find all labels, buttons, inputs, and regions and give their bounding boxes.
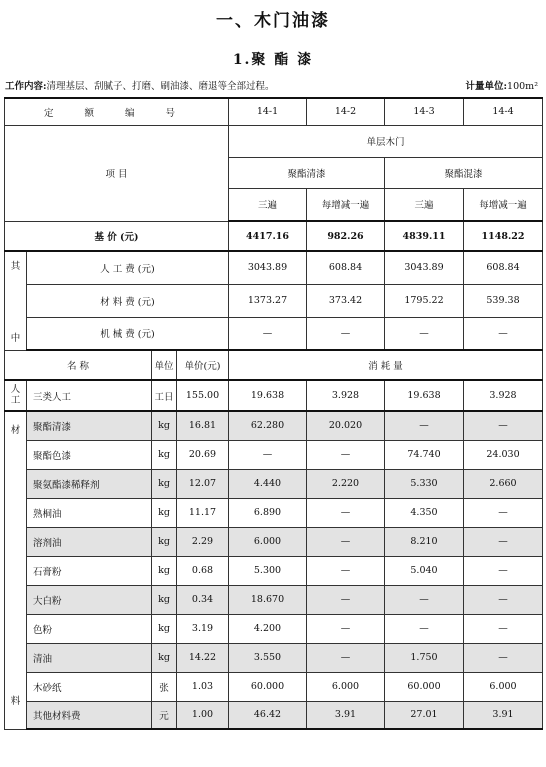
material-price: 20.69 (177, 440, 229, 469)
material-value: — (307, 440, 385, 469)
code-cell: 14-2 (307, 98, 385, 125)
material-row (5, 701, 543, 729)
cost-value: 539.38 (464, 284, 543, 317)
cost-row (5, 251, 543, 284)
cost-row (5, 284, 543, 317)
material-value: 46.42 (229, 701, 307, 729)
material-price: 16.81 (177, 411, 229, 440)
cost-side-label (5, 251, 27, 350)
material-value: — (464, 585, 543, 614)
material-value: 6.890 (229, 498, 307, 527)
unit-header: 单位 (152, 350, 177, 380)
cost-value: — (385, 317, 464, 350)
material-unit: 张 (152, 672, 177, 701)
cost-value: 1373.27 (229, 284, 307, 317)
material-value: 2.220 (307, 469, 385, 498)
material-row (5, 469, 543, 498)
material-value: — (385, 585, 464, 614)
measure-unit (466, 78, 538, 92)
material-name: 溶剂油 (27, 527, 152, 556)
cost-row (5, 317, 543, 350)
material-name: 大白粉 (27, 585, 152, 614)
material-row (5, 440, 543, 469)
material-value: — (464, 498, 543, 527)
material-unit: kg (152, 585, 177, 614)
labor-price: 155.00 (177, 380, 229, 411)
material-value: — (307, 614, 385, 643)
labor-value: 3.928 (464, 380, 543, 411)
material-value: 2.660 (464, 469, 543, 498)
cost-value: 1795.22 (385, 284, 464, 317)
cost-value: — (229, 317, 307, 350)
material-name: 木砂纸 (27, 672, 152, 701)
cost-label: 人 工 费 (元) (27, 251, 229, 284)
cost-value: — (307, 317, 385, 350)
material-value: 27.01 (385, 701, 464, 729)
labor-value: 3.928 (307, 380, 385, 411)
material-value: 74.740 (385, 440, 464, 469)
material-name: 清油 (27, 643, 152, 672)
material-value: — (307, 527, 385, 556)
material-unit: kg (152, 469, 177, 498)
material-row (5, 556, 543, 585)
name-header: 名 称 (5, 350, 152, 380)
code-cell: 14-3 (385, 98, 464, 125)
labor-side-label (5, 380, 27, 411)
price-header: 单价(元) (177, 350, 229, 380)
material-value: 1.750 (385, 643, 464, 672)
labor-unit: 工日 (152, 380, 177, 411)
measure-unit-value: 100m² (507, 81, 538, 92)
material-unit: kg (152, 411, 177, 440)
cost-label: 材 料 费 (元) (27, 284, 229, 317)
work-content-text: 清理基层、刮腻子、打磨、刷油漆、磨退等全部过程。 (46, 81, 275, 92)
material-value: — (385, 411, 464, 440)
base-price-value: 4417.16 (229, 221, 307, 251)
cost-value: 373.42 (307, 284, 385, 317)
material-value: — (307, 498, 385, 527)
material-name: 色粉 (27, 614, 152, 643)
material-value: 5.300 (229, 556, 307, 585)
group-top: 单层木门 (229, 125, 543, 157)
material-value: 3.91 (307, 701, 385, 729)
cost-value: 3043.89 (229, 251, 307, 284)
material-name: 石膏粉 (27, 556, 152, 585)
material-price: 3.19 (177, 614, 229, 643)
material-value: 62.280 (229, 411, 307, 440)
material-value: 3.91 (464, 701, 543, 729)
material-value: — (307, 585, 385, 614)
material-price: 12.07 (177, 469, 229, 498)
material-price: 2.29 (177, 527, 229, 556)
material-price: 1.00 (177, 701, 229, 729)
material-name: 聚酯清漆 (27, 411, 152, 440)
material-value: 8.210 (385, 527, 464, 556)
material-value: — (229, 440, 307, 469)
base-price-value: 1148.22 (464, 221, 543, 251)
material-side-bottom: 料 (10, 695, 21, 707)
material-row (5, 585, 543, 614)
labor-value: 19.638 (385, 380, 464, 411)
material-price: 11.17 (177, 498, 229, 527)
measure-unit-label: 计量单位: (465, 81, 508, 92)
material-price: 0.34 (177, 585, 229, 614)
material-value: — (464, 411, 543, 440)
material-price: 0.68 (177, 556, 229, 585)
sub-header: 三遍 (229, 188, 307, 221)
material-value: 60.000 (229, 672, 307, 701)
labor-row (5, 380, 543, 411)
group-b: 聚酯混漆 (385, 157, 543, 188)
material-value: 20.020 (307, 411, 385, 440)
material-row (5, 498, 543, 527)
material-unit: kg (152, 440, 177, 469)
sub-header: 三遍 (385, 188, 464, 221)
section-title: 1.聚 酯 漆 (232, 52, 314, 68)
material-value: — (464, 556, 543, 585)
quota-no-label: 定 额 编 号 (5, 98, 229, 125)
cost-value: 608.84 (464, 251, 543, 284)
material-value: 5.330 (385, 469, 464, 498)
material-value: 6.000 (464, 672, 543, 701)
consume-header: 消 耗 量 (229, 350, 543, 380)
cost-side-top: 其 (10, 261, 21, 272)
labor-side-char: 人工 (10, 383, 21, 406)
material-row (5, 411, 543, 440)
material-value: 60.000 (385, 672, 464, 701)
material-value: — (464, 614, 543, 643)
material-unit: kg (152, 556, 177, 585)
cost-label: 机 械 费 (元) (27, 317, 229, 350)
material-name: 其他材料费 (27, 701, 152, 729)
code-cell: 14-4 (464, 98, 543, 125)
material-row (5, 643, 543, 672)
base-price-label: 基 价 (元) (5, 221, 229, 251)
work-content (5, 78, 275, 92)
material-unit: kg (152, 643, 177, 672)
cost-value: 3043.89 (385, 251, 464, 284)
group-a: 聚酯清漆 (229, 157, 385, 188)
material-value: 5.040 (385, 556, 464, 585)
material-price: 14.22 (177, 643, 229, 672)
code-cell: 14-1 (229, 98, 307, 125)
material-name: 聚酯色漆 (27, 440, 152, 469)
item-label: 项 目 (5, 125, 229, 221)
material-name: 聚氨酯漆稀释剂 (27, 469, 152, 498)
labor-name: 三类人工 (27, 380, 152, 411)
material-row (5, 527, 543, 556)
material-value: — (307, 643, 385, 672)
work-content-label: 工作内容: (5, 81, 47, 92)
material-value: — (464, 527, 543, 556)
base-price-value: 4839.11 (385, 221, 464, 251)
material-value: — (307, 556, 385, 585)
material-value: — (385, 614, 464, 643)
consume-header-row (5, 350, 543, 380)
material-value: 4.350 (385, 498, 464, 527)
material-value: 3.550 (229, 643, 307, 672)
material-side-top: 材 (10, 425, 21, 436)
material-name: 熟桐油 (27, 498, 152, 527)
material-row (5, 614, 543, 643)
base-price-row (5, 221, 543, 251)
material-value: 18.670 (229, 585, 307, 614)
cost-value: 608.84 (307, 251, 385, 284)
page-title: 一、木门油漆 (216, 11, 330, 31)
cost-side-bottom: 中 (10, 332, 21, 344)
sub-header: 每增减一遍 (307, 188, 385, 221)
material-unit: 元 (152, 701, 177, 729)
material-unit: kg (152, 614, 177, 643)
header-row (5, 125, 543, 157)
material-value: 6.000 (229, 527, 307, 556)
quota-table (4, 97, 543, 730)
material-price: 1.03 (177, 672, 229, 701)
material-row (5, 672, 543, 701)
material-value: 4.440 (229, 469, 307, 498)
material-unit: kg (152, 498, 177, 527)
material-side-label (5, 411, 27, 729)
material-value: 6.000 (307, 672, 385, 701)
sub-header: 每增减一遍 (464, 188, 543, 221)
quota-code-row (5, 98, 543, 125)
labor-value: 19.638 (229, 380, 307, 411)
cost-value: — (464, 317, 543, 350)
material-value: — (464, 643, 543, 672)
material-value: 4.200 (229, 614, 307, 643)
material-value: 24.030 (464, 440, 543, 469)
base-price-value: 982.26 (307, 221, 385, 251)
material-unit: kg (152, 527, 177, 556)
